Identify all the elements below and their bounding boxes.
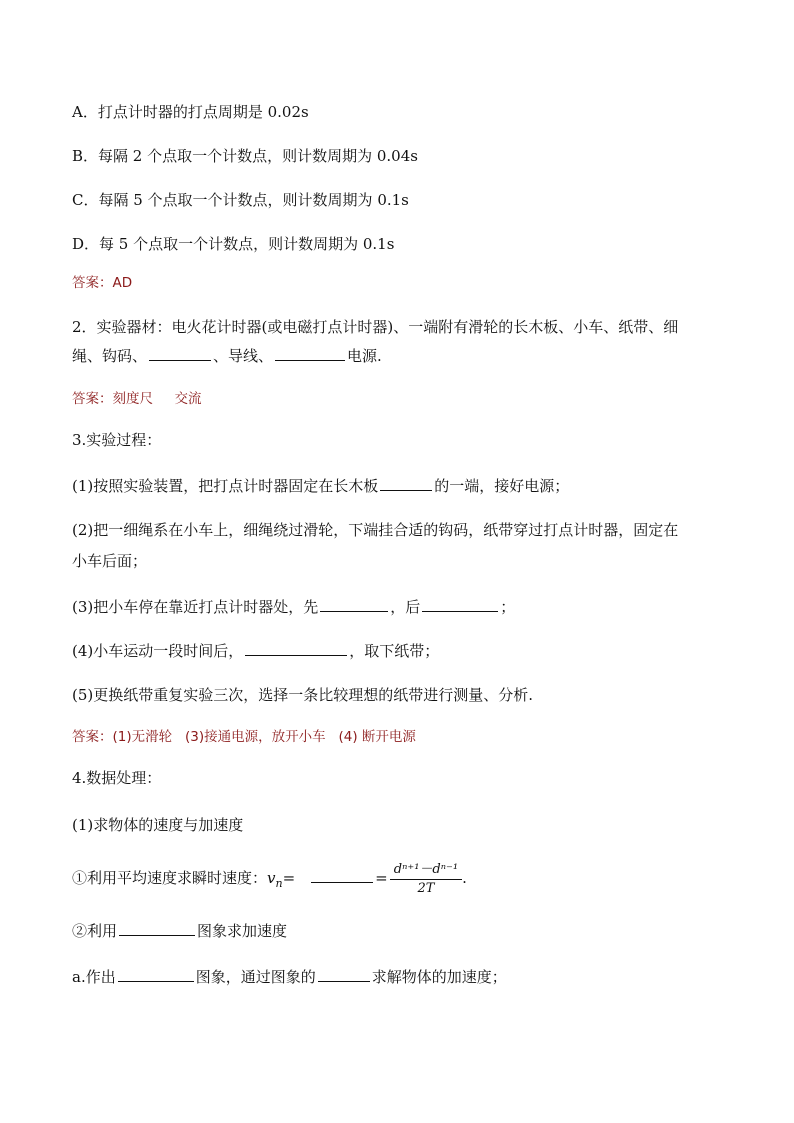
blank	[149, 346, 211, 361]
q2-text-c: 电源.	[347, 347, 382, 365]
blank	[311, 868, 373, 883]
blank	[422, 597, 498, 612]
q2-line-1: 2．实验器材：电火花计时器(或电磁打点计时器)、一端附有滑轮的长木板、小车、纸带、细	[72, 318, 679, 336]
option-c: C．每隔 5 个点取一个计数点，则计数周期为 0.1s	[72, 191, 409, 209]
blank	[118, 967, 194, 982]
answer-1: 答案：AD	[72, 275, 133, 291]
equals-sign: =	[282, 869, 296, 887]
q3-step-2-line-1: (2)把一细绳系在小车上，细绳绕过滑轮，下端挂合适的钩码，纸带穿过打点计时器，固定在	[72, 521, 679, 539]
fraction-numerator: dⁿ⁺¹－dⁿ⁻¹	[390, 861, 462, 880]
answer-2: 答案：刻度尺 交流	[72, 391, 202, 407]
period: .	[462, 869, 467, 887]
option-b: B．每隔 2 个点取一个计数点，则计数周期为 0.04s	[72, 147, 418, 165]
q3-s4-a: (4)小车运动一段时间后，	[72, 642, 244, 660]
q2-line-2	[72, 345, 382, 367]
q3-s1-b: 的一端，接好电源；	[434, 477, 570, 495]
equals-sign-2: =	[375, 869, 388, 887]
velocity-subscript: n	[275, 877, 283, 890]
q3-s3-c: ；	[500, 598, 516, 616]
blank	[380, 476, 432, 491]
q3-s4-b: ，取下纸带；	[349, 642, 440, 660]
answer-3: 答案：(1)无滑轮 (3)接通电源，放开小车 (4) 断开电源	[72, 729, 416, 745]
q3-s3-a: (3)把小车停在靠近打点计时器处，先	[72, 598, 319, 616]
q3-step-4	[72, 640, 439, 662]
q4-title: 4.数据处理：	[72, 769, 162, 787]
q3-step-5: (5)更换纸带重复实验三次，选择一条比较理想的纸带进行测量、分析.	[72, 686, 534, 704]
q4-step-2	[72, 920, 287, 942]
q3-title: 3.实验过程：	[72, 431, 162, 449]
blank	[119, 921, 195, 936]
velocity-variable: v	[267, 869, 276, 887]
blank	[318, 967, 370, 982]
q4-ca-a: a.作出	[72, 968, 116, 986]
q4-c1-a: ①利用平均速度求瞬时速度：	[72, 869, 268, 887]
blank	[245, 641, 347, 656]
q4-c2-b: 图象求加速度	[197, 922, 288, 940]
option-d: D．每 5 个点取一个计数点，则计数周期为 0.1s	[72, 235, 395, 253]
blank	[275, 346, 345, 361]
q4-ca-c: 求解物体的加速度；	[371, 968, 507, 986]
fraction-denominator: 2T	[417, 880, 435, 896]
q2-text-b: 、导线、	[213, 347, 274, 365]
q4-ca-b: 图象，通过图象的	[195, 968, 316, 986]
q3-s1-a: (1)按照实验装置，把打点计时器固定在长木板	[72, 477, 379, 495]
q4-step-a	[72, 966, 507, 988]
q3-step-2-line-2: 小车后面；	[72, 552, 148, 570]
blank	[320, 597, 388, 612]
q2-text-a: 绳、钩码、	[72, 347, 148, 365]
q4-formula-line	[72, 858, 467, 904]
q3-s3-b: ，后	[390, 598, 421, 616]
option-a: A．打点计时器的打点周期是 0.02s	[72, 103, 309, 121]
q3-step-3	[72, 596, 515, 618]
q3-step-1	[72, 475, 569, 497]
q4-c2-a: ②利用	[72, 922, 118, 940]
q4-step-1: (1)求物体的速度与加速度	[72, 816, 244, 834]
fraction	[390, 861, 462, 898]
